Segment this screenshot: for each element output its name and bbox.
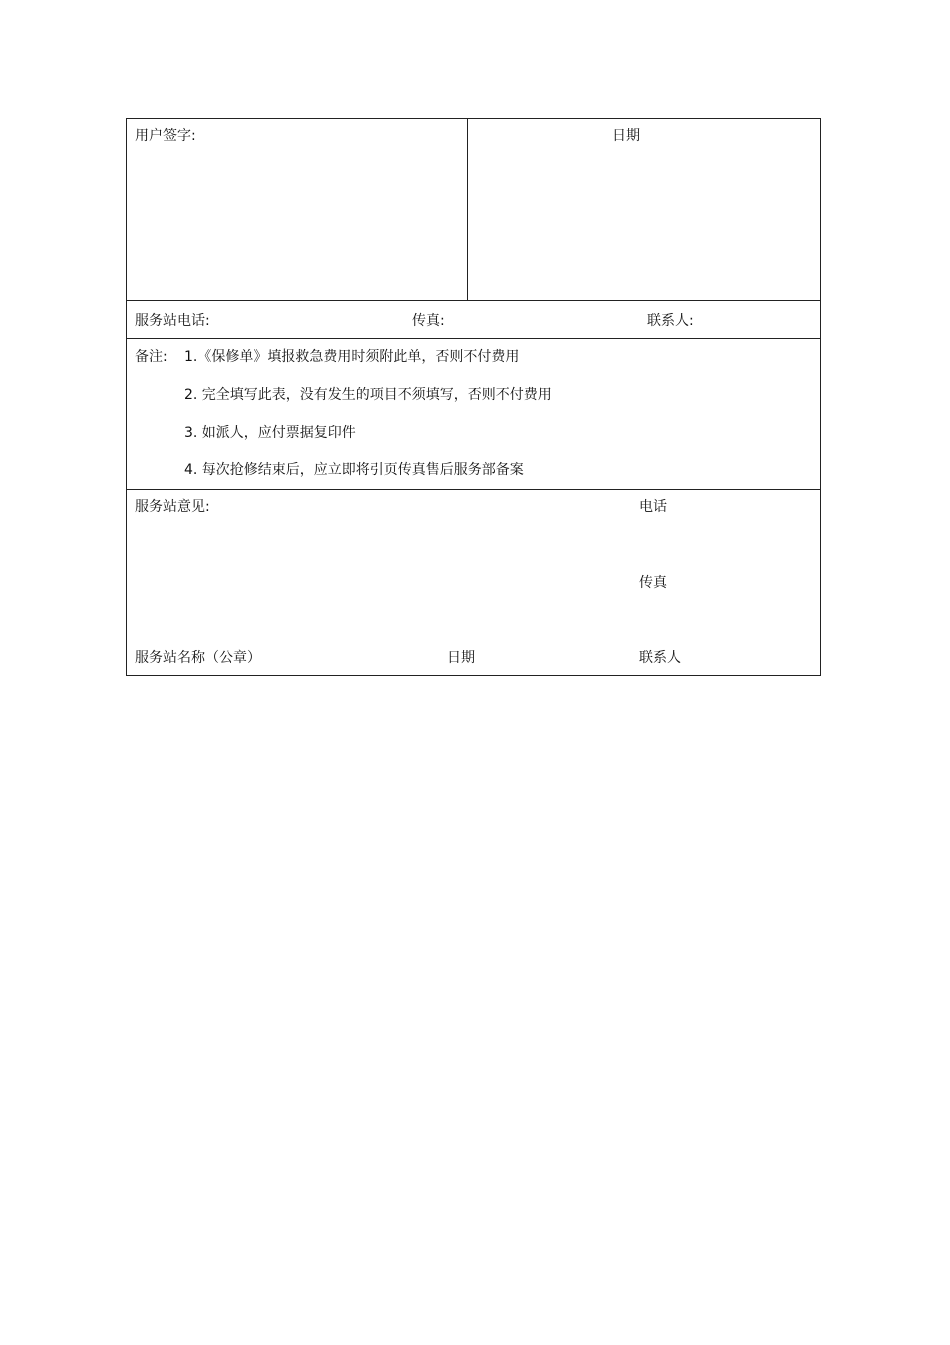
opinion-date-label: 日期 bbox=[447, 650, 475, 666]
station-phone-label: 服务站电话: bbox=[135, 313, 210, 329]
service-form-table bbox=[126, 118, 821, 676]
signature-row bbox=[127, 119, 820, 300]
signature-date-label: 日期 bbox=[612, 128, 640, 144]
signature-date-cell[interactable] bbox=[468, 119, 820, 300]
opinion-phone-label: 电话 bbox=[639, 499, 667, 515]
station-name-label: 服务站名称（公章） bbox=[135, 650, 261, 666]
station-opinion-label: 服务站意见: bbox=[135, 499, 210, 515]
contact-person-label: 联系人: bbox=[647, 313, 694, 329]
fax-label: 传真: bbox=[412, 313, 445, 329]
user-signature-label: 用户签字: bbox=[135, 128, 196, 144]
opinion-contact-person-label: 联系人 bbox=[639, 650, 681, 666]
opinion-row[interactable] bbox=[127, 489, 820, 675]
note-item: 2. 完全填写此表，没有发生的项目不须填写，否则不付费用 bbox=[184, 387, 552, 403]
notes-label: 备注: bbox=[135, 349, 168, 365]
note-item: 1.《保修单》填报救急费用时须附此单，否则不付费用 bbox=[184, 349, 520, 365]
user-signature-cell[interactable] bbox=[127, 119, 468, 300]
opinion-fax-label: 传真 bbox=[639, 575, 667, 591]
contact-row bbox=[127, 300, 820, 338]
notes-row bbox=[127, 338, 820, 489]
note-item: 4. 每次抢修结束后，应立即将引页传真售后服务部备案 bbox=[184, 462, 524, 478]
note-item: 3. 如派人，应付票据复印件 bbox=[184, 425, 356, 441]
